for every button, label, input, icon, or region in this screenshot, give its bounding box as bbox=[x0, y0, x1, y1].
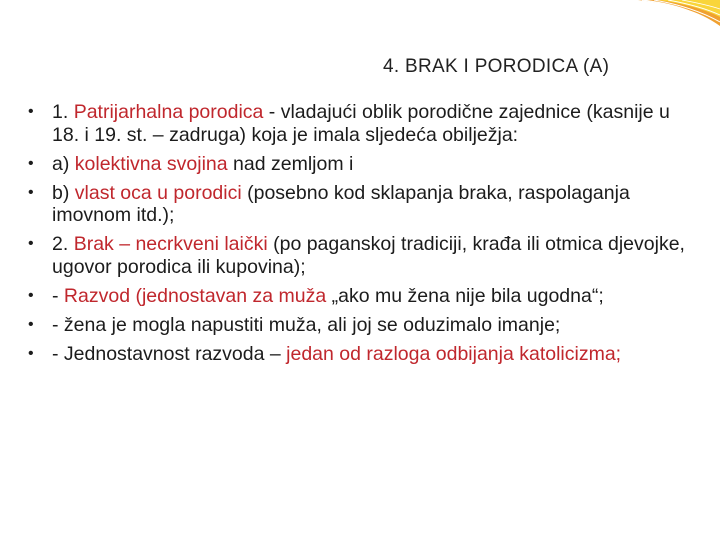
bullet-item bbox=[28, 101, 693, 146]
text-segment: - bbox=[52, 284, 64, 307]
bullet-item bbox=[28, 233, 693, 278]
text-segment: - žena je mogla napustiti muža, ali joj se oduzimalo imanje; bbox=[52, 313, 561, 336]
text-segment: (posebno kod sklapanja braka, raspolaganja imovnom itd.); bbox=[52, 181, 630, 226]
highlighted-text: Patrijarhalna porodica bbox=[73, 101, 264, 123]
bullet-icon: • bbox=[28, 103, 34, 120]
text-segment: 1. bbox=[52, 101, 74, 123]
highlighted-text: jedan od razloga odbijanja katolicizma; bbox=[286, 342, 622, 365]
highlighted-text: Brak – necrkveni laički bbox=[73, 233, 268, 255]
bullet-icon: • bbox=[28, 344, 34, 362]
content-list bbox=[28, 101, 693, 372]
bullet-icon: • bbox=[28, 154, 34, 172]
text-segment: „ako mu žena nije bila ugodna“; bbox=[326, 284, 604, 307]
bullet-icon: • bbox=[28, 315, 34, 333]
text-segment: a) bbox=[52, 152, 75, 175]
text-segment: 2. bbox=[52, 233, 74, 255]
bullet-icon: • bbox=[28, 183, 34, 201]
text-segment: - vladajući oblik porodične zajednice (kasnije u 18. i 19. st. – zadruga) koja je imala sljedeća obilježja: bbox=[52, 101, 670, 146]
bullet-icon: • bbox=[28, 235, 34, 252]
bullet-item bbox=[28, 182, 693, 227]
text-segment: (po paganskoj tradiciji, krađa ili otmica djevojke, ugovor porodica ili kupovina); bbox=[52, 233, 685, 278]
bullet-item bbox=[28, 285, 693, 308]
highlighted-text: kolektivna svojina bbox=[74, 152, 228, 175]
highlighted-text: vlast oca u porodici bbox=[74, 181, 242, 204]
bullet-icon: • bbox=[28, 286, 34, 304]
highlighted-text: Razvod (jednostavan za muža bbox=[63, 284, 327, 307]
text-segment: nad zemljom i bbox=[227, 152, 354, 175]
bullet-item bbox=[28, 153, 693, 176]
slide-title: 4. BRAK I PORODICA (A) bbox=[383, 56, 610, 77]
bullet-item bbox=[28, 343, 693, 366]
corner-decoration bbox=[580, 0, 720, 40]
text-segment: b) bbox=[52, 181, 75, 204]
bullet-item bbox=[28, 314, 693, 337]
text-segment: - Jednostavnost razvoda – bbox=[52, 342, 287, 365]
